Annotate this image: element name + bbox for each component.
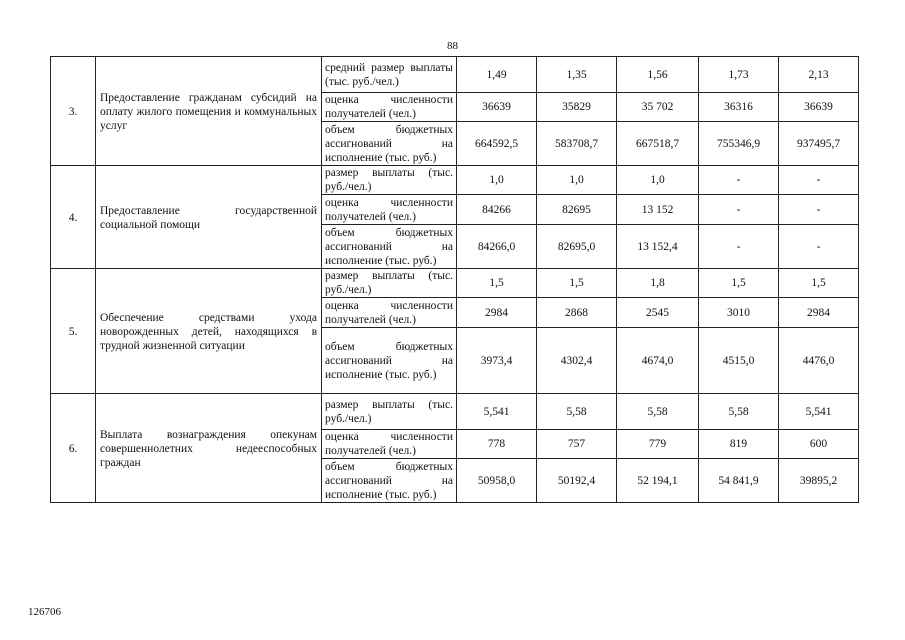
page-number: 88: [447, 40, 458, 52]
indicator-label-text: оценка численности получателей (чел.): [325, 196, 453, 223]
indicator-label-text: размер выплаты (тыс. руб./чел.): [325, 167, 453, 193]
table-row: [51, 166, 859, 195]
value-cell: 5,58: [537, 394, 617, 430]
indicator-label: [322, 430, 457, 459]
value-cell: 1,5: [699, 269, 779, 298]
measure-name: Обеспечение средствами ухода новорожденных детей, находящихся в трудной жизненной ситуации: [96, 269, 322, 394]
indicator-label-text: объем бюджетных ассигнований на исполнение (тыс. руб.): [325, 340, 453, 381]
value-cell: 2984: [779, 298, 859, 328]
value-cell: 757: [537, 430, 617, 459]
value-cell: 5,541: [779, 394, 859, 430]
value-cell: 1,5: [779, 269, 859, 298]
value-cell: 36639: [457, 93, 537, 122]
measure-name: Предоставление государственной социальной помощи: [96, 166, 322, 269]
value-cell: 84266,0: [457, 225, 537, 269]
value-cell: -: [779, 166, 859, 195]
value-cell: 2,13: [779, 57, 859, 93]
value-cell: 13 152: [617, 195, 699, 225]
indicator-label-text: оценка численности получателей (чел.): [325, 299, 453, 326]
indicator-label-text: объем бюджетных ассигнований на исполнение (тыс. руб.): [325, 226, 453, 267]
value-cell: 35 702: [617, 93, 699, 122]
indicator-label: [322, 269, 457, 298]
indicator-label: [322, 394, 457, 430]
value-cell: 779: [617, 430, 699, 459]
row-number: 3.: [51, 57, 96, 166]
value-cell: 1,0: [617, 166, 699, 195]
value-cell: 4476,0: [779, 328, 859, 394]
measure-name: Выплата вознаграждения опекунам совершеннолетних недееспособных граждан: [96, 394, 322, 503]
indicator-label: [322, 122, 457, 166]
value-cell: 82695,0: [537, 225, 617, 269]
measure-name: Предоставление гражданам субсидий на оплату жилого помещения и коммунальных услуг: [96, 57, 322, 166]
row-number: 6.: [51, 394, 96, 503]
value-cell: 664592,5: [457, 122, 537, 166]
value-cell: 1,5: [537, 269, 617, 298]
value-cell: 1,0: [457, 166, 537, 195]
value-cell: 667518,7: [617, 122, 699, 166]
value-cell: 3010: [699, 298, 779, 328]
value-cell: 583708,7: [537, 122, 617, 166]
row-number: 4.: [51, 166, 96, 269]
value-cell: 2868: [537, 298, 617, 328]
value-cell: 2984: [457, 298, 537, 328]
value-cell: 50958,0: [457, 459, 537, 503]
value-cell: 5,541: [457, 394, 537, 430]
indicator-label: [322, 225, 457, 269]
indicator-label-text: оценка численности получателей (чел.): [325, 431, 453, 457]
value-cell: 54 841,9: [699, 459, 779, 503]
indicator-label: [322, 93, 457, 122]
value-cell: 2545: [617, 298, 699, 328]
value-cell: 52 194,1: [617, 459, 699, 503]
value-cell: -: [699, 225, 779, 269]
table-row: [51, 269, 859, 298]
indicator-label-text: размер выплаты (тыс. руб./чел.): [325, 270, 453, 296]
value-cell: 1,73: [699, 57, 779, 93]
value-cell: 1,5: [457, 269, 537, 298]
indicator-label: [322, 195, 457, 225]
indicator-label: [322, 298, 457, 328]
row-number: 5.: [51, 269, 96, 394]
value-cell: 1,0: [537, 166, 617, 195]
value-cell: 39895,2: [779, 459, 859, 503]
value-cell: 600: [779, 430, 859, 459]
value-cell: -: [779, 195, 859, 225]
value-cell: 778: [457, 430, 537, 459]
table-row: [51, 394, 859, 430]
value-cell: 3973,4: [457, 328, 537, 394]
value-cell: 4515,0: [699, 328, 779, 394]
value-cell: 50192,4: [537, 459, 617, 503]
indicator-label: [322, 328, 457, 394]
value-cell: 937495,7: [779, 122, 859, 166]
value-cell: 4674,0: [617, 328, 699, 394]
indicator-label-text: средний размер выплаты (тыс. руб./чел.): [325, 61, 453, 88]
value-cell: 1,35: [537, 57, 617, 93]
value-cell: -: [779, 225, 859, 269]
indicator-label: [322, 459, 457, 503]
value-cell: -: [699, 166, 779, 195]
value-cell: 4302,4: [537, 328, 617, 394]
value-cell: 36316: [699, 93, 779, 122]
value-cell: 1,8: [617, 269, 699, 298]
indicator-label: [322, 166, 457, 195]
value-cell: -: [699, 195, 779, 225]
value-cell: 1,56: [617, 57, 699, 93]
table-row: [51, 57, 859, 93]
value-cell: 819: [699, 430, 779, 459]
document-code: 126706: [28, 606, 61, 618]
value-cell: 1,49: [457, 57, 537, 93]
indicator-label-text: размер выплаты (тыс. руб./чел.): [325, 398, 453, 425]
value-cell: 5,58: [617, 394, 699, 430]
value-cell: 5,58: [699, 394, 779, 430]
value-cell: 36639: [779, 93, 859, 122]
value-cell: 13 152,4: [617, 225, 699, 269]
value-cell: 84266: [457, 195, 537, 225]
indicator-label-text: объем бюджетных ассигнований на исполнение (тыс. руб.): [325, 123, 453, 164]
indicator-label-text: оценка численности получателей (чел.): [325, 94, 453, 120]
value-cell: 82695: [537, 195, 617, 225]
budget-table: [50, 56, 859, 503]
indicator-label: [322, 57, 457, 93]
indicator-label-text: объем бюджетных ассигнований на исполнение (тыс. руб.): [325, 460, 453, 501]
value-cell: 35829: [537, 93, 617, 122]
value-cell: 755346,9: [699, 122, 779, 166]
